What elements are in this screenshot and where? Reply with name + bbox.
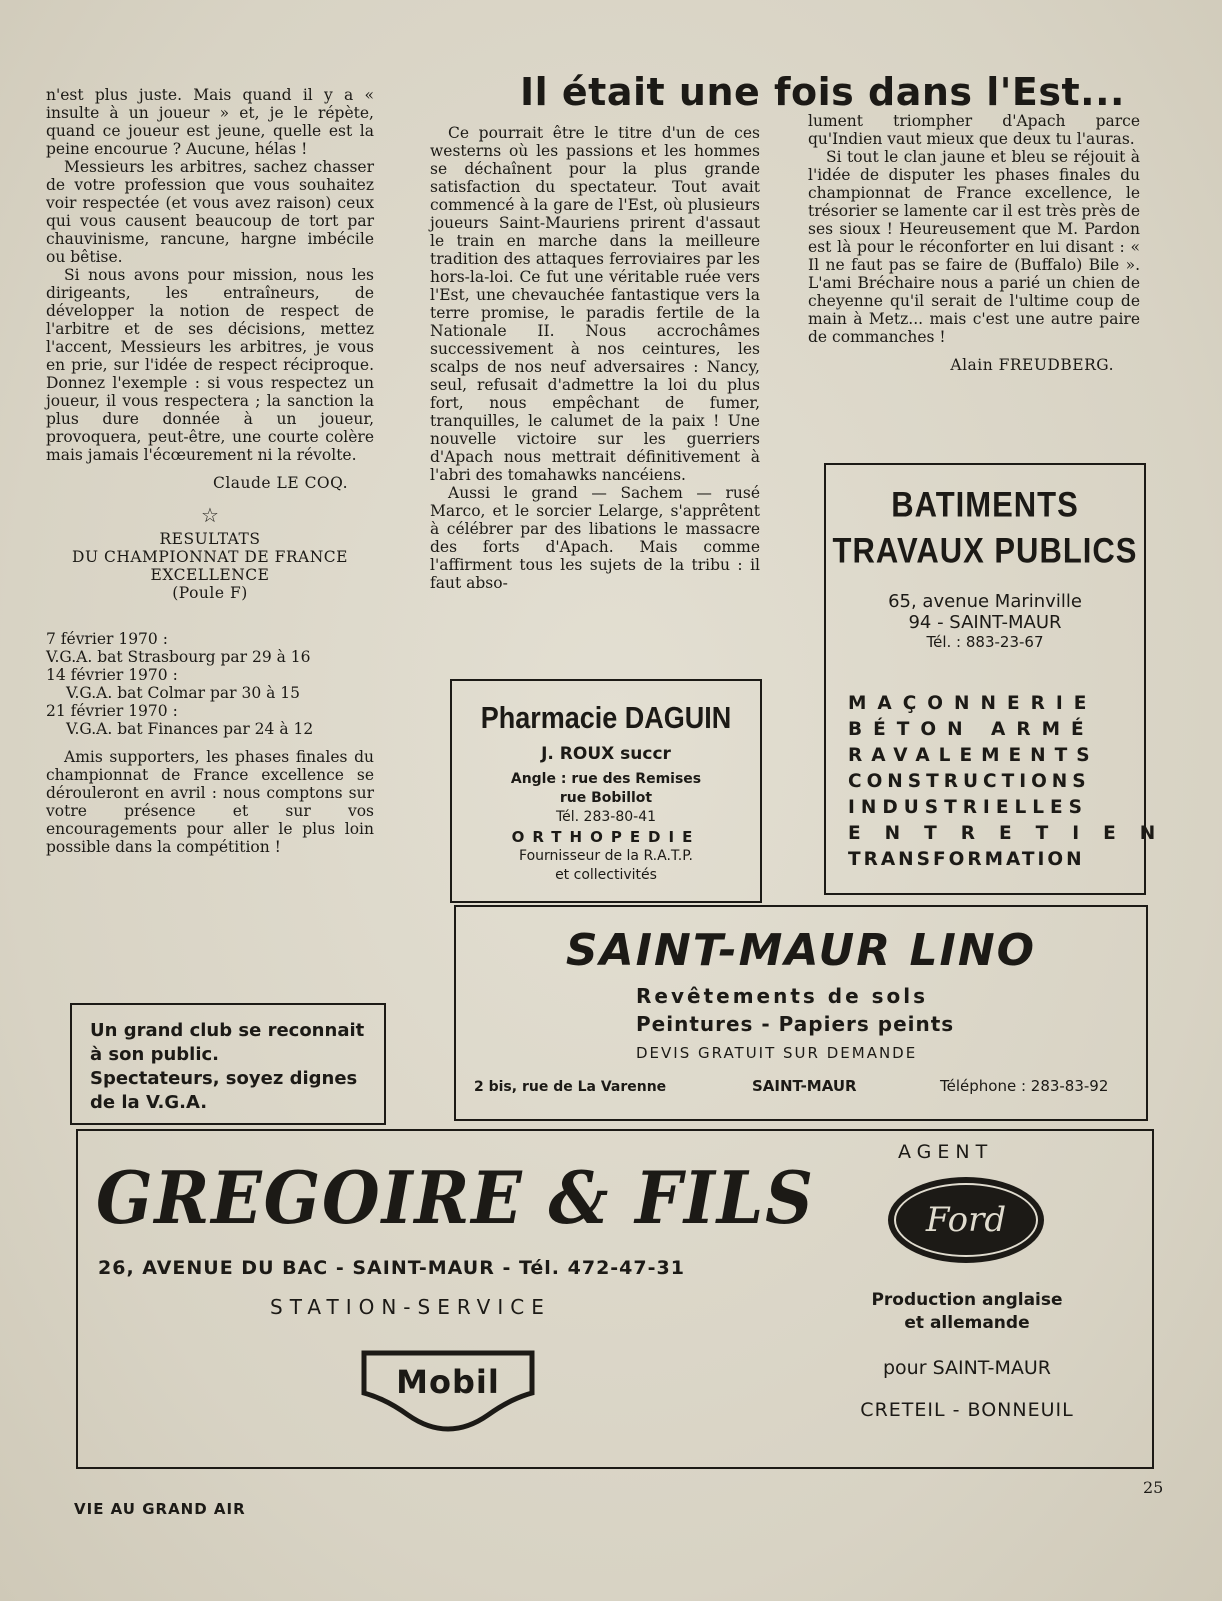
ad-pharmacie-address: rue Bobillot (559, 790, 653, 806)
article-paragraph: lument triompher d'Apach parce qu'Indien vaut mieux que deux tu l'auras. (808, 112, 1140, 148)
trade-item: RAVALEMENTS (848, 745, 1099, 766)
author-signature: Alain FREUDBERG. (950, 356, 1114, 374)
article-paragraph: Si nous avons pour mission, nous les dirigeants, les entraîneurs, de développer la notion de respect de l'arbitre et de ses décisions, mettez l'accent, Messieurs les arbitres, je vous en prie, sur l'idée de respect réciproque. Donnez l'exemple : si vous respectez un joueur, il vous respectera ; la sanction la plus dure donnée à un joueur, provoquera, peut-être, une courte colère mais jamais l'écœurement ni la révolte. (46, 266, 374, 464)
ad-gregoire-station: STATION-SERVICE (270, 1295, 551, 1319)
results-title-line: RESULTATS (159, 530, 261, 548)
article-paragraph: n'est plus juste. Mais quand il y a « insulte à un joueur » et, je le répète, quand ce joueur est jeune, quelle est la peine encourue ? Aucune, hélas ! (46, 86, 374, 158)
ford-logo-inner (894, 1183, 1038, 1257)
ad-gregoire-agent: AGENT (898, 1141, 994, 1163)
club-message-line: Spectateurs, soyez dignes (90, 1068, 358, 1089)
trade-item: CONSTRUCTIONS (848, 771, 1091, 792)
results-title-line: EXCELLENCE (150, 566, 270, 584)
trade-item: BÉTON ARMÉ (848, 719, 1095, 740)
match-date: 14 février 1970 : (46, 666, 178, 684)
match-result: V.G.A. bat Colmar par 30 à 15 (66, 684, 300, 702)
ad-lino-line: Revêtements de sols (636, 984, 929, 1008)
trade-item: MAÇONNERIE (848, 693, 1098, 714)
trade-item: ENTRETIEN (848, 823, 1180, 844)
page-number: 25 (1143, 1478, 1164, 1497)
results-title-line: (Poule F) (172, 584, 248, 602)
column-3 (808, 112, 1140, 374)
ad-gregoire-cities: CRETEIL - BONNEUIL (860, 1399, 1074, 1421)
ad-pharmacie-phone: Tél. 283-80-41 (555, 809, 657, 825)
author-signature: Claude LE COQ. (212, 474, 348, 492)
ad-pharmacie-address: Angle : rue des Remises (510, 771, 702, 787)
ad-batiments-title: BATIMENTS (891, 484, 1079, 525)
mobil-text: Mobil (396, 1363, 500, 1401)
ad-batiments-subtitle: TRAVAUX PUBLICS (832, 530, 1138, 571)
ad-pharmacie-owner: J. ROUX succr (541, 744, 671, 764)
match-result: V.G.A. bat Finances par 24 à 12 (66, 720, 314, 738)
match-result: V.G.A. bat Strasbourg par 29 à 16 (46, 648, 311, 666)
club-message-line: à son public. (90, 1044, 220, 1065)
ad-lino (454, 905, 1148, 1121)
trade-item: TRANSFORMATION (848, 849, 1085, 870)
column-1 (46, 86, 374, 856)
article-paragraph: Aussi le grand — Sachem — rusé Marco, et le sorcier Lelarge, s'apprêtent à célébrer par des libations le massacre des forts d'Apach. Mais comme l'affirment tous les sujets de la tribu : il faut abso- (430, 484, 760, 592)
club-message-line: Un grand club se reconnait (90, 1020, 365, 1041)
article-title: Il était une fois dans l'Est... (520, 70, 1125, 114)
star-icon: ☆ (201, 503, 219, 527)
results-list (46, 630, 374, 738)
trade-item: INDUSTRIELLES (848, 797, 1088, 818)
ad-lino-phone: Téléphone : 283-83-92 (940, 1077, 1109, 1095)
ad-batiments-phone: Tél. : 883-23-67 (926, 633, 1044, 651)
club-message-box (70, 1003, 386, 1125)
ad-gregoire-pour: pour SAINT-MAUR (882, 1357, 1052, 1379)
production-line: et allemande (904, 1313, 1030, 1333)
magazine-name: VIE AU GRAND AIR (74, 1500, 246, 1518)
ad-pharmacie-specialty: ORTHOPEDIE (511, 828, 701, 846)
column-2 (430, 124, 760, 592)
results-title (46, 530, 374, 602)
ford-logo (888, 1177, 1044, 1263)
ad-batiments-trades (826, 691, 1180, 873)
ad-gregoire-production (842, 1289, 1092, 1335)
ad-batiments-address: 65, avenue Marinville (888, 591, 1082, 612)
ford-text: Ford (925, 1200, 1007, 1240)
article-paragraph: Si tout le clan jaune et bleu se réjouit à l'idée de disputer les phases finales du championnat de France excellence, le trésorier se lamente car il est très près de ses sioux ! Heureusement que M. Pardon est là pour le réconforter en lui disant : « Il ne faut pas se faire de (Buffalo) Bile ». L'ami Bréchaire nous a parié un chien de cheyenne qu'il serait de l'ultime coup de main à Metz... mais c'est une autre paire de commanches ! (808, 148, 1140, 346)
match-date: 21 février 1970 : (46, 702, 178, 720)
ad-batiments (824, 463, 1180, 895)
ad-lino-city: SAINT-MAUR (752, 1077, 857, 1095)
production-line: Production anglaise (871, 1290, 1063, 1310)
ad-lino-line: Peintures - Papiers peints (636, 1012, 955, 1036)
ad-gregoire-name: GREGOIRE & FILS (96, 1155, 815, 1240)
results-title-line: DU CHAMPIONNAT DE FRANCE (72, 548, 348, 566)
ad-lino-address: 2 bis, rue de La Varenne (474, 1079, 667, 1095)
match-date: 7 février 1970 : (46, 630, 168, 648)
ad-gregoire (76, 1129, 1154, 1469)
ad-pharmacie-supplier: et collectivités (555, 867, 657, 883)
ad-lino-name: SAINT-MAUR LINO (565, 925, 1037, 976)
article-paragraph: Ce pourrait être le titre d'un de ces westerns où les passions et les hommes se déchaînent pour la plus grande satisfaction du spectateur. Tout avait commencé à la gare de l'Est, où plusieurs joueurs Saint-Mauriens prirent d'assaut le train en marche dans la meilleure tradition des attaques ferroviaires par les hors-la-loi. Ce fut une véritable ruée vers l'Est, une chevauchée fantastique vers la terre promise, le paradis fertile de la Nationale II. Nous accrochâmes successivement à nos ceintures, les scalps de nos neuf adversaires : Nancy, seul, refusait d'admettre la loi du plus fort, nous empêchant de fumer, tranquilles, le calumet de la paix ! Une nouvelle victoire sur les guerriers d'Apach nous mettrait définitivement à l'abri des tomahawks nancéiens. (430, 124, 760, 484)
ad-batiments-city: 94 - SAINT-MAUR (908, 612, 1062, 633)
article-paragraph: Messieurs les arbitres, sachez chasser de votre profession que vous souhaitez voir respectée (et vous avez raison) ceux qui vous causent beaucoup de tort par chauvinisme, rancune, hargne imbécile ou bêtise. (46, 158, 374, 266)
club-message-line: de la V.G.A. (90, 1092, 208, 1113)
ad-pharmacie (450, 679, 762, 903)
ad-pharmacie-name: Pharmacie DAGUIN (480, 701, 732, 735)
mobil-logo (360, 1349, 536, 1425)
ad-lino-line: DEVIS GRATUIT SUR DEMANDE (636, 1044, 918, 1062)
ad-pharmacie-supplier: Fournisseur de la R.A.T.P. (519, 848, 693, 864)
ad-gregoire-address: 26, AVENUE DU BAC - SAINT-MAUR - Tél. 472-47-31 (98, 1257, 685, 1279)
results-closing: Amis supporters, les phases finales du championnat de France excellence se dérouleront en avril : nous comptons sur votre présence et sur vos encouragements pour aller le plus loin possible dans la compétition ! (46, 748, 374, 856)
